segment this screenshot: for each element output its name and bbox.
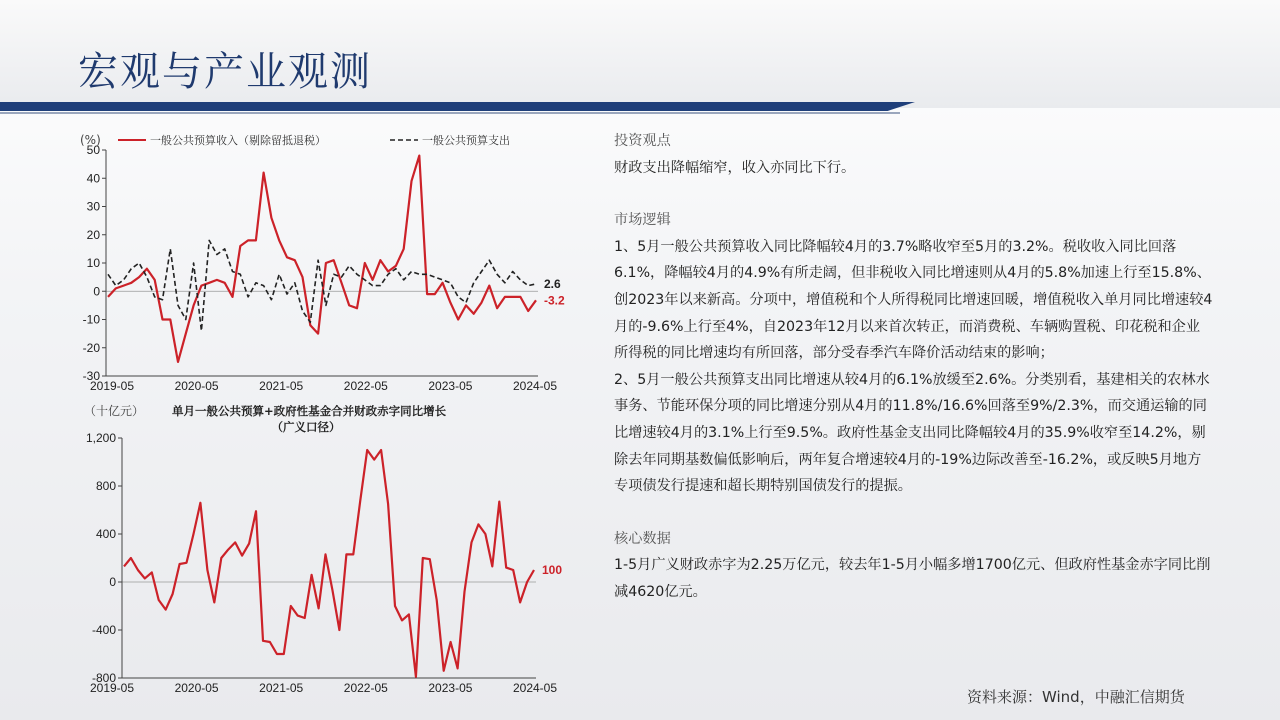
x-tick-label: 2021-05 (259, 379, 304, 393)
commentary-panel (614, 128, 1214, 606)
section-title-view: 投资观点 (614, 133, 671, 149)
section-title-data: 核心数据 (614, 530, 671, 547)
y-tick-label: 800 (95, 479, 116, 493)
section-title-logic: 市场逻辑 (614, 212, 671, 229)
x-tick-label: 2022-05 (343, 681, 388, 695)
y-tick-label: -30 (82, 369, 100, 383)
x-tick-label: 2023-05 (428, 379, 473, 393)
revenue-expenditure-chart (78, 128, 578, 400)
y-tick-label: -400 (91, 623, 116, 637)
source-note: 资料来源：Wind，中融汇信期货 (967, 688, 1185, 706)
x-tick-label: 2020-05 (174, 379, 219, 393)
x-tick-label: 2024-05 (512, 379, 558, 393)
series-line (108, 240, 536, 330)
y-tick-label: 400 (95, 527, 116, 541)
title-underline-thin (0, 112, 900, 114)
y-tick-label: 50 (86, 143, 100, 157)
y-tick-label: 40 (86, 171, 100, 186)
x-tick-label: 2020-05 (174, 681, 219, 695)
chart-subtitle: （广义口径） (271, 420, 341, 434)
end-value-label: 100 (542, 563, 563, 577)
series-line (124, 450, 534, 677)
y-tick-label: -20 (82, 340, 100, 355)
y-tick-label: 30 (86, 199, 100, 214)
unit-label: （十亿元） (84, 404, 145, 418)
y-tick-label: 10 (86, 256, 100, 270)
page-title: 宏观与产业观测 (78, 49, 372, 95)
title-underline (0, 102, 915, 111)
logic-paragraph-1: 1、5月一般公共预算收入同比降幅较4月的3.7%略收窄至5月的3.2%。税收收入同比回落6.1%，降幅较4月的4.9%有所走阔，但非税收入同比增速则从4月的5.8%加速上行至15.8%、创2023年以来新高。分项中，增值税和个人所得税同比增速回暖，增值税收入单月同比增速较4月的-9.6%上行至4%，自2023年12月以来首次转正，而消费税、车辆购置税、印花税和企业所得税的同比增速均有所回落，部分受春季汽车降价活动结束的影响； (614, 238, 1213, 362)
x-tick-label: 2024-05 (512, 681, 558, 695)
y-tick-label: -10 (82, 312, 100, 327)
y-tick-label: 0 (109, 575, 116, 589)
x-tick-label: 2019-05 (89, 681, 135, 695)
core-data-text: 1-5月广义财政赤字为2.25万亿元，较去年1-5月小幅多增1700亿元、但政府性基金赤字同比削减4620亿元。 (614, 557, 1211, 600)
y-tick-label: -800 (91, 671, 116, 685)
x-tick-label: 2022-05 (343, 379, 388, 393)
x-tick-label: 2023-05 (428, 681, 473, 695)
unit-label: (%) (80, 133, 101, 147)
x-tick-label: 2021-05 (259, 681, 304, 695)
end-value-label: 2.6 (544, 276, 561, 291)
y-tick-label: 0 (93, 284, 100, 299)
chart-title: 单月一般公共预算+政府性基金合并财政赤字同比增长 (172, 404, 447, 418)
end-value-label: -3.2 (544, 293, 565, 308)
y-tick-label: 1,200 (85, 431, 116, 445)
view-text: 财政支出降幅缩窄，收入亦同比下行。 (614, 159, 856, 176)
y-tick-label: 20 (86, 227, 100, 242)
logic-paragraph-2: 2、5月一般公共预算支出同比增速从较4月的6.1%放缓至2.6%。分类别看，基建相关的农林水事务、节能环保分项的同比增速分别从4月的11.8%/16.6%回落至9%/2.3%，而交通运输的同比增速较4月的3.1%上行至9.5%。政府性基金支出同比降幅较4月的35.9%收窄至14.2%，剔除去年同期基数偏低影响后，两年复合增速较4月的-19%边际改善至-16.2%，或反映5月地方专项债发行提速和超长期特别国债发行的提振。 (614, 371, 1210, 495)
fiscal-deficit-chart (78, 403, 578, 700)
legend-label-expenditure: 一般公共预算支出 (422, 134, 510, 147)
legend-label-revenue: 一般公共预算收入（剔除留抵退税） (150, 134, 326, 147)
x-tick-label: 2019-05 (89, 379, 135, 393)
